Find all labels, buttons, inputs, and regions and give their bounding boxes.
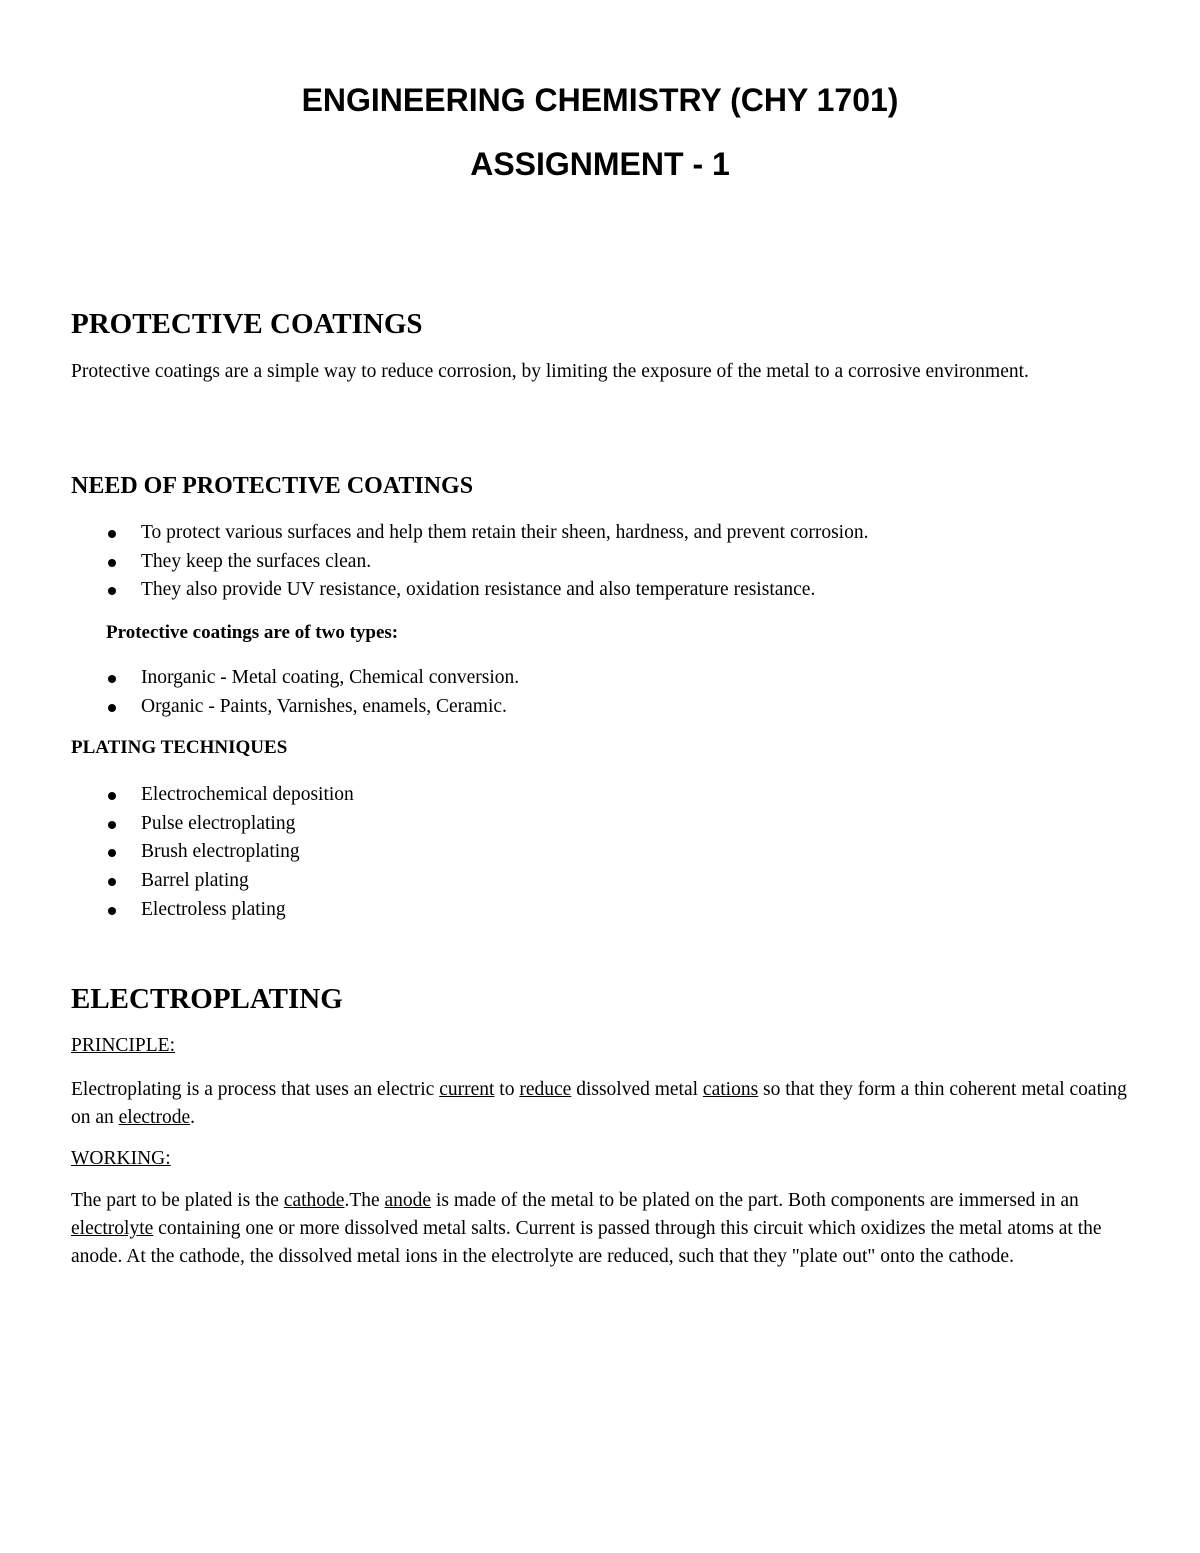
list-item: Barrel plating	[0, 867, 354, 896]
bullet-icon	[108, 675, 116, 683]
plating-list	[0, 781, 354, 925]
bullet-icon	[108, 849, 116, 857]
protective-coatings-intro: Protective coatings are a simple way to reduce corrosion, by limiting the exposure of the metal to a corrosive environment.	[71, 361, 1029, 382]
bullet-icon	[108, 821, 116, 829]
plating-heading: PLATING TECHNIQUES	[71, 737, 288, 758]
list-item: They keep the surfaces clean.	[0, 548, 868, 577]
list-item: Pulse electroplating	[0, 810, 354, 839]
list-item: Electrochemical deposition	[0, 781, 354, 810]
link-electrode[interactable]: electrode	[118, 1107, 191, 1128]
working-label: WORKING:	[71, 1148, 171, 1169]
electroplating-heading: ELECTROPLATING	[71, 983, 343, 1015]
link-current[interactable]: current	[439, 1079, 495, 1100]
bullet-icon	[108, 878, 116, 886]
bullet-icon	[108, 704, 116, 712]
link-anode[interactable]: anode	[384, 1190, 432, 1211]
types-list	[0, 664, 519, 721]
protective-coatings-heading: PROTECTIVE COATINGS	[71, 308, 423, 340]
link-reduce[interactable]: reduce	[519, 1079, 572, 1100]
assignment-title: ASSIGNMENT - 1	[470, 146, 730, 182]
bullet-icon	[108, 530, 116, 538]
list-item: They also provide UV resistance, oxidation resistance and also temperature resistance.	[0, 576, 868, 605]
principle-label: PRINCIPLE:	[71, 1035, 176, 1056]
bullet-icon	[108, 792, 116, 800]
principle-text: Electroplating is a process that uses an electric current to reduce dissolved metal cations so that they form a thin coherent metal coating on an electrode.	[71, 1079, 1127, 1128]
list-item: Inorganic - Metal coating, Chemical conversion.	[0, 664, 519, 693]
types-heading: Protective coatings are of two types:	[106, 622, 399, 643]
list-item: Brush electroplating	[0, 838, 354, 867]
bullet-icon	[108, 559, 116, 567]
need-list	[0, 519, 868, 605]
working-text: The part to be plated is the cathode.The anode is made of the metal to be plated on the part. Both components are immersed in an electrolyte containing one or more dissolved metal salts. Current is passed through this circuit which oxidizes the metal atoms at the anode. At the cathode, the dissolved metal ions in the electrolyte are reduced, such that they "plate out" onto the cathode.	[71, 1190, 1102, 1267]
list-item: Organic - Paints, Varnishes, enamels, Ceramic.	[0, 693, 519, 722]
need-heading: NEED OF PROTECTIVE COATINGS	[71, 473, 474, 499]
link-electrolyte[interactable]: electrolyte	[71, 1218, 154, 1239]
link-cathode[interactable]: cathode	[283, 1190, 345, 1211]
link-cations[interactable]: cations	[702, 1079, 759, 1100]
list-item: Electroless plating	[0, 896, 354, 925]
list-item: To protect various surfaces and help them retain their sheen, hardness, and prevent corrosion.	[0, 519, 868, 548]
bullet-icon	[108, 587, 116, 595]
bullet-icon	[108, 907, 116, 915]
course-title: ENGINEERING CHEMISTRY (CHY 1701)	[301, 82, 899, 118]
